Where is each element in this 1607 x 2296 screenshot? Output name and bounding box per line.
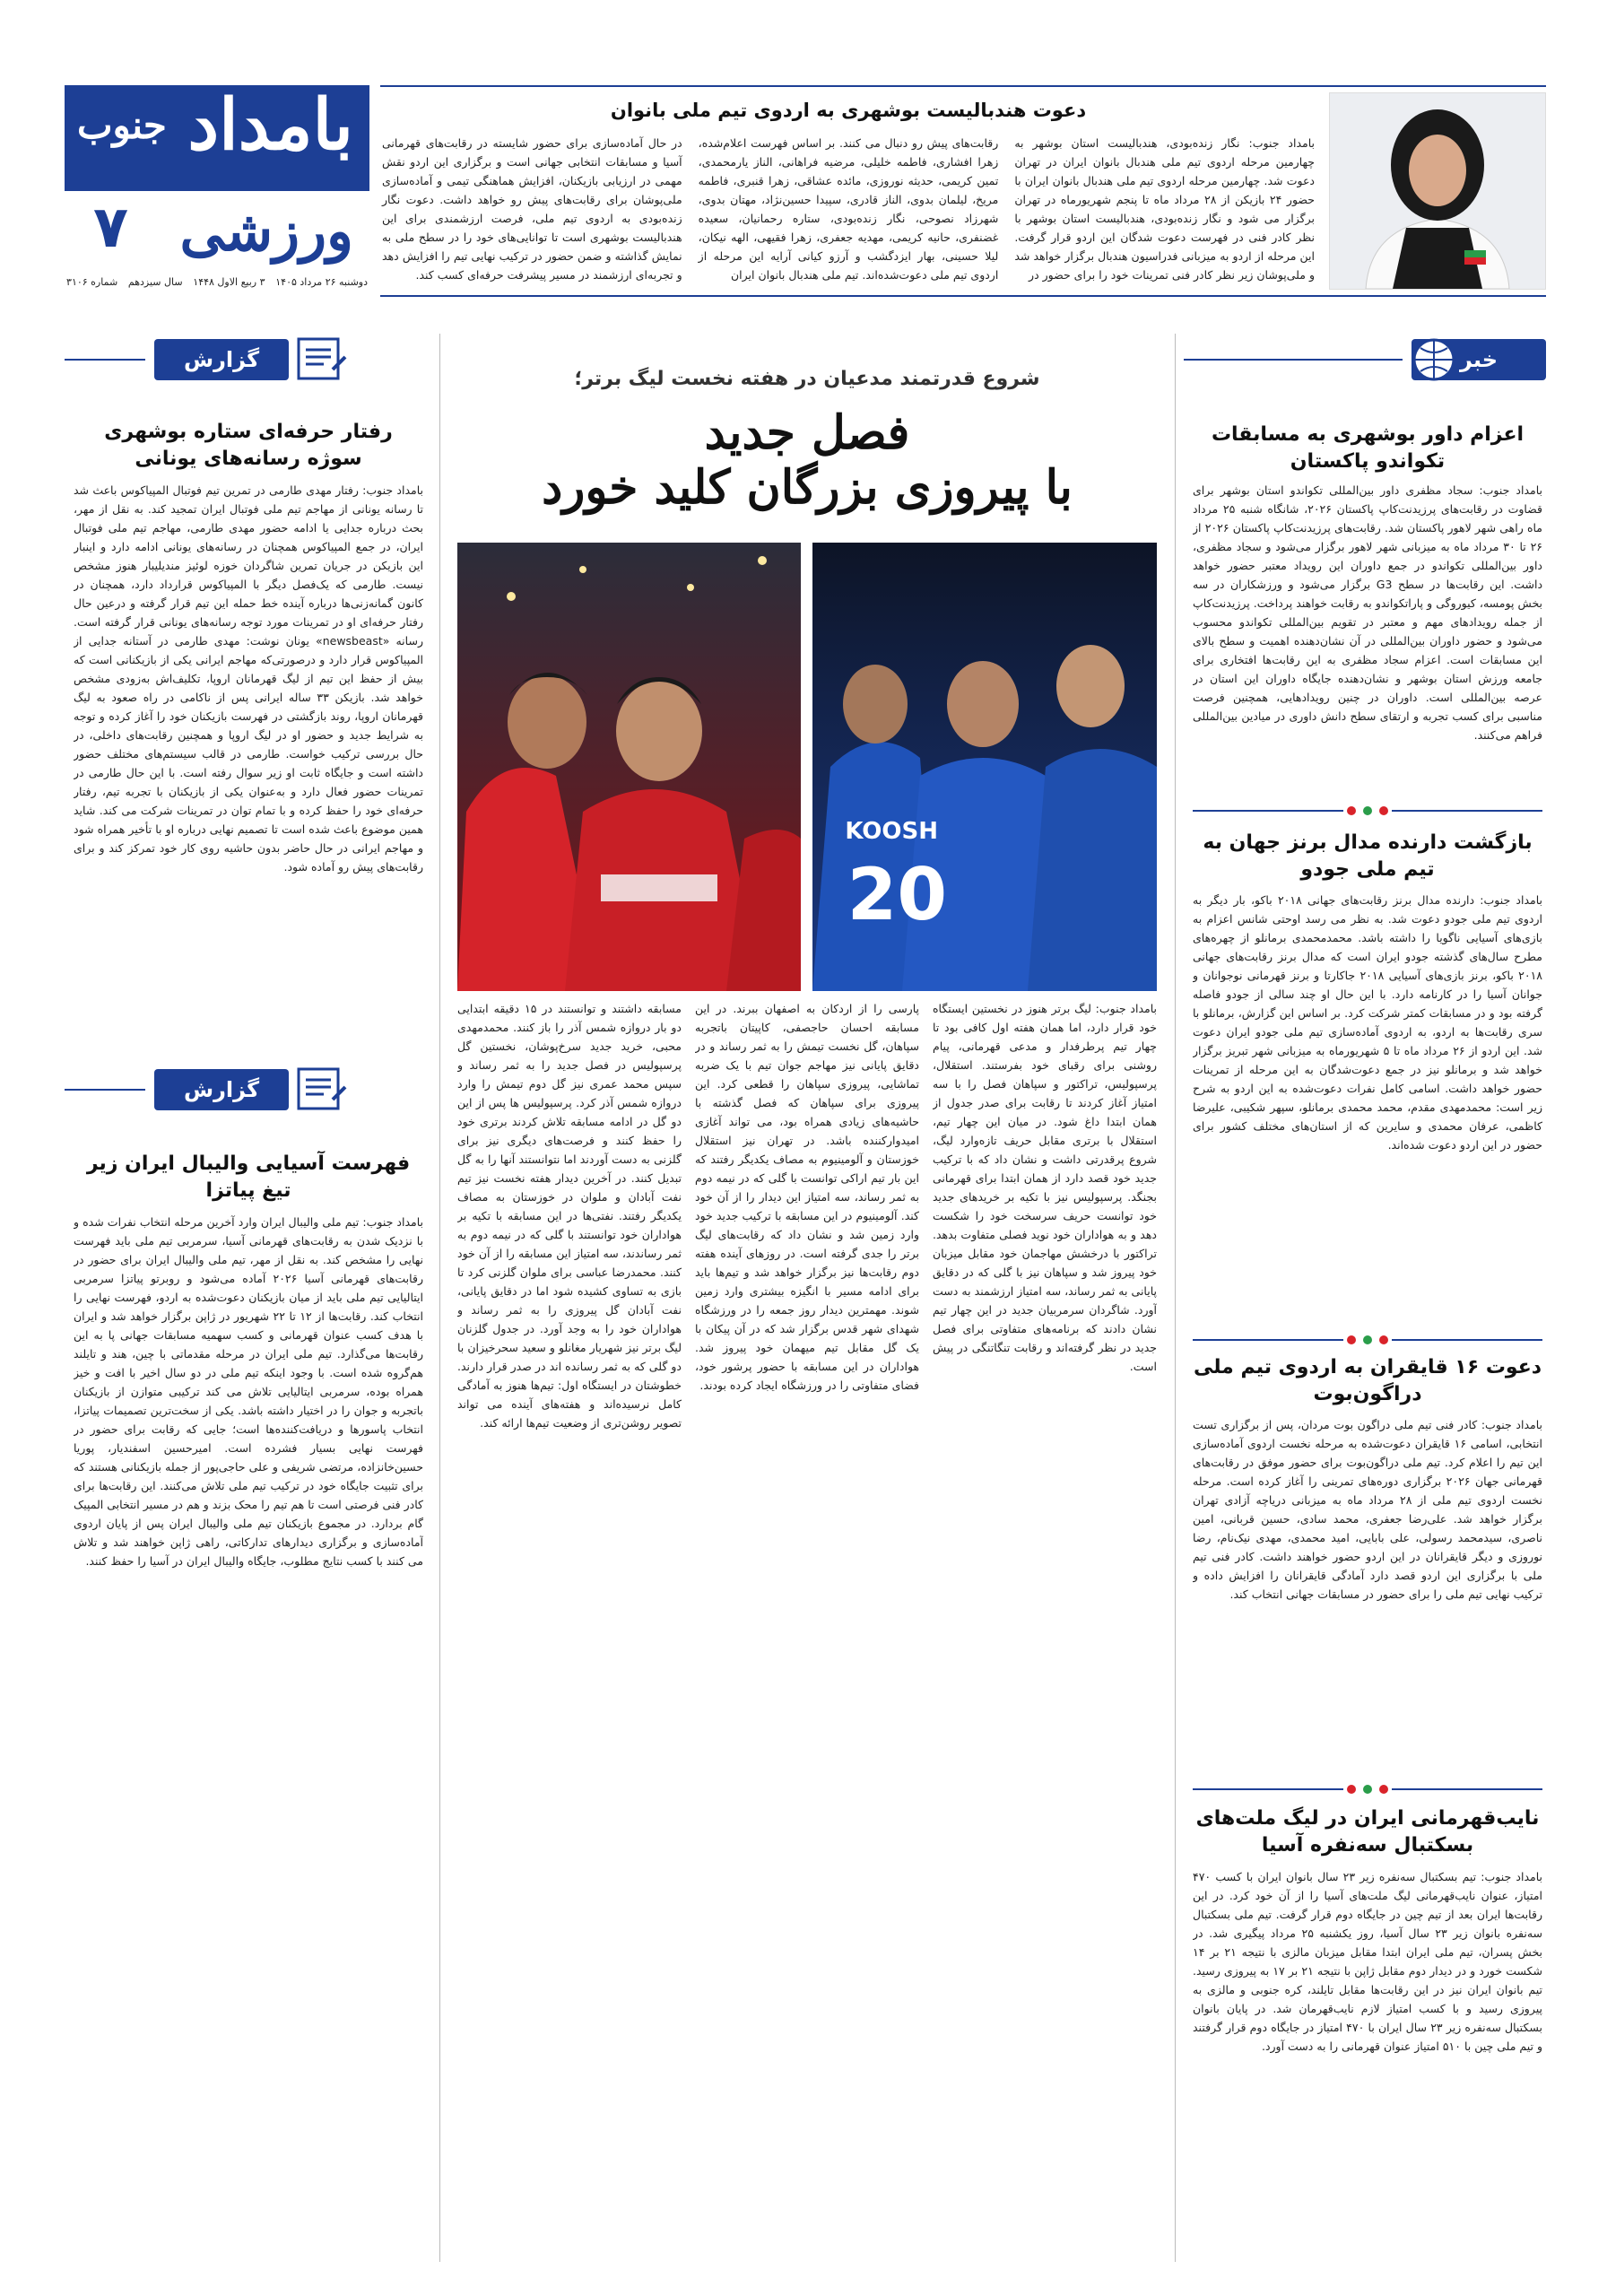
separator-dots — [1193, 804, 1542, 817]
news-tag-label: خبر — [1459, 347, 1498, 372]
headline-line: فصل جدید — [704, 405, 910, 460]
esteghlal-players-photo — [812, 543, 1157, 991]
masthead-brand-block — [65, 85, 369, 191]
main-headline — [457, 405, 1157, 516]
header-rule — [65, 1089, 145, 1091]
story-title: نایب‌قهرمانی ایران در لیگ ملت‌های بسکتبال سه‌نفره آسیا — [1195, 1807, 1540, 1857]
story-title: رفتار حرفه‌ای ستاره بوشهری سوژه رسانه‌های یونانی — [104, 421, 393, 470]
report-tag-label: گزارش — [183, 1077, 260, 1102]
top-story-paragraph: رقابت‌های پیش رو دنبال می کنند. بر اساس فهرست اعلام‌شده، زهرا افشاری، فاطمه خلیلی، مرضیه فراهانی، الناز یارمحمدی، تمین کریمی، حدیثه نوروزی، مائده عشاقی، زهرا قنبری، فاطمه مریخ، لیلمان بدوی، الناز قادری، سپیدا حسین‌نژاد، مهتان بدوی، شهرزاد نصوحی، نگار زنده‌بودی، ستاره رحمانیان، سعیده غضنفری، حانیه کریمی، مهدیه جعفری، زهرا فقیهی، الهه نیکان، لیلا حسینی، بهار ایزدگشب و آرزو کیانی آرایه این مرحله از اردوی تیم ملی دعوت‌شده‌اند. تیم ملی هندبال بانوان ایران — [698, 136, 999, 282]
headline-line: با پیروزی بزرگان کلید خورد — [542, 460, 1073, 516]
story-body: بامداد جنوب: رفتار مهدی طارمی در تمرین تیم فوتبال المپیاکوس باعث شد تا رسانه یونانی از مهاجم تیم ملی فوتبال ایران تمجید کند. به نقل از مهر، بحث درباره جدایی یا ادامه حضور مهدی طارمی، مهاجم تیم ملی فوتبال ایران، در جمع المپیاکوس همچنان در رسانه‌های یونانی ادامه دارد و اینبار این بازیکن در جریان تمرین شاگردان خوزه لوئیز مندیلیبار هنوز مشخص نیست. طارمی که یک‌فصل دیگر با المپیاکوس قرارداد دارد، همچنان در کانون گمانه‌زنی‌ها درباره آینده خط حمله این تیم قرار گرفته و درعین حال رفتار حرفه‌ای او در تمرینات مورد توجه رسانه‌های یونانی قرار گرفته است. رسانه «newsbeast» یونان نوشت: مهدی طارمی در آستانه جدایی از المپیاکوس قرار دارد و درصورتی‌که مهاجم ایرانی یکی از بازیکنانی است که بیش از حفظ این تیم از لیگ قهرمانان اروپا، تکلیف‌اش به‌زودی مشخص خواهد شد. بازیکن ۳۳ ساله ایرانی پس از ناکامی در راه صعود به لیگ قهرمانان اروپا، روند بازگشتی در فهرست بازیکنان خود را آغاز کرده و توجه به شرایط جدید و حضور او در لیگ اروپا و همچنین رقابت‌های داخلی، در حال بررسی ترکیب خواست. طارمی در قالب سیستم‌های مختلف حضور داشته است و جایگاه ثابت او زیر سوال رفته است. با این حال طارمی در تمرینات حضور فعال دارد و به‌عنوان یکی از بازیکنان با تجربه تیم، رفتار حرفه‌ای خود را حفظ کرده و با تمام توان در تمرینات شرکت می کند. شاید همین موضوع باعث شده است تا تصمیم نهایی درباره او با تأخیر همراه شود و مهاجم ایرانی در حال حاضر بدون حاشیه روی کار خود تمرکز کند و برای رقابت‌های پیش رو آماده شود. — [74, 483, 423, 874]
section-name: ورزشی — [179, 198, 353, 264]
story-body: بامداد جنوب: سجاد مظفری داور بین‌المللی تکواندو استان بوشهر برای قضاوت در رقابت‌های پرزیدنت‌کاپ پاکستان ۲۰۲۶، شانگاه شنبه ۲۵ مرداد ماه راهی شهر لاهور پاکستان شد. رقابت‌های پرزیدنت‌کاپ پاکستان ۲۰۲۶ از ۲۶ تا ۳۰ مرداد ماه به میزبانی شهر لاهور برگزار می‌شود و سجاد مظفری، داور بین‌المللی تکواندو در جمع داوران این رویداد معتبر حضور خواهد داشت. این رقابت‌ها در سطح G3 برگزار می‌شود و ورزشکاران در سه بخش پومسه، کیوروگی و پاراتکواندو به رقابت خواهند پرداخت. پرزیدنت‌کاپ از جمله رویدادهای مهم و معتبر در تقویم بین‌المللی تکواندو محسوب می‌شود و حضور داوران بین‌المللی در آن نشان‌دهنده اهمیت و سطح بالای این مسابقات است. اعزام سجاد مظفری به این رقابت‌ها افتخاری برای جامعه ورزش استان بوشهر و نشان‌دهنده جایگاه داوران این استان در عرصه بین‌المللی است. داوران در چنین رویدادهایی، همچنین فرصت مناسبی برای کسب تجربه و ارتقای سطح دانش داوری در میادین بین‌المللی فراهم می‌کنند. — [1193, 483, 1542, 742]
newspaper-icon — [293, 1064, 347, 1114]
story-body: بامداد جنوب: دارنده مدال برنز رقابت‌های جهانی ۲۰۱۸ باکو، بار دیگر به اردوی تیم ملی جودو دعوت شد. به نظر می رسد اوحتی شانس اعزام به بازی‌های آسیایی ناگویا را داشته باشد. محمدمحمدی برمانلو از چهره‌های مطرح سال‌های گذشته جودو ایران است که مدال برنز رقابت‌های جهانی ۲۰۱۸ باکو، برنز بازی‌های آسیایی ۲۰۱۸ جاکارتا و برنز قهرمانی نوجوانان و جوانان آسیا را در کارنامه دارد. با این حال او چند سالی از جودو فاصله گرفته بود و در مسابقات کمتر شرکت کرد. بر اساس این گزارش، برمانلو با سری رقابت‌ها به اردو، به اردوی آماده‌سازی تیم ملی جودو ایران دعوت شد. این اردو از ۲۶ مرداد ماه تا ۵ شهریورماه به میزبانی شهر تبریز برگزار خواهد شد و برمانلو نیز در جمع دعوت‌شدگان به این مرحله از تمرینات حضور خواهد داشت. اسامی کامل نفرات دعوت‌شده به این اردو به شرح زیر است: محمدمهدی مقدم، محمد محمدی برمانلو، سپهر شکیبی، علیرضا کاظمی، عرفان محمدی و سایرین که از استان‌های مختلف کشور برای حضور در این اردو دعوت شده‌اند. — [1193, 893, 1542, 1152]
story-title: بازگشت دارنده مدال برنز جهان به تیم ملی جودو — [1203, 831, 1533, 881]
issue-number: شماره ۳۱۰۶ — [66, 275, 118, 288]
article-column: بامداد جنوب: لیگ برتر هنوز در نخستین ایستگاه خود قرار دارد، اما همان هفته اول کافی بود تا چهار تیم پرطرفدار و مدعی قهرمانی، پیام روشنی برای رقبای خود بفرستند. استقلال، پرسپولیس، تراکتور و سپاهان فصل را با سه امتیاز آغاز کردند تا رقابت برای صدر جدول از همان ابتدا داغ شود. در میان این چهار تیم، استقلال با برتری مقابل حریف تازه‌وارد لیگ، شروع پرقدرتی داشت و نشان داد که با ترکیب جدید خود قصد دارد از همان ابتدا برای قهرمانی بجنگد. پرسپولیس نیز با تکیه بر خریدهای جدید خود توانست حریف سرسخت خود را شکست دهد و به هواداران خود نوید فصلی متفاوت بدهد. تراکتور با درخشش مهاجمان خود مقابل میزبان خود پیروز شد و سپاهان نیز با گلی که در دقایق پایانی به ثمر رساند، سه امتیاز ارزشمند به دست آورد. شاگردان سرمربیان جدید در این چهار تیم نشان دادند که برنامه‌های متفاوتی برای فصل جدید در نظر گرفته‌اند و رقابت تنگاتنگی در پیش است. — [933, 1002, 1157, 1373]
story-body: بامداد جنوب: تیم ملی والیبال ایران وارد آخرین مرحله انتخاب نفرات شده و با نزدیک شدن به رقابت‌های قهرمانی آسیا، سرمربی تیم ملی باید فهرست نهایی را مشخص کند. به نقل از مهر، تیم ملی والیبال ایران برای حضور در رقابت‌های قهرمانی آسیا ۲۰۲۶ آماده می‌شود و روبرتو پیاتزا سرمربی ایتالیایی تیم ملی باید از میان بازیکنان دعوت‌شده به اردو، فهرست نهایی را انتخاب کند. رقابت‌ها از ۱۲ تا ۲۲ شهریور در ژاپن برگزار خواهد شد و ایران با هدف کسب عنوان قهرمانی و کسب سهمیه مسابقات جهانی پا به این رقابت‌ها می‌گذارد. تیم ملی ایران در مرحله مقدماتی با چین، هند و تایلند هم‌گروه شده است. با وجود اینکه تیم ملی در دو سال اخیر با افت و خیز همراه بوده، سرمربی ایتالیایی تلاش می کند ترکیبی متوازن از بازیکنان باتجربه و جوان را در اختیار داشته باشد. یکی از سخت‌ترین تصمیمات پیاتزا، انتخاب پاسورها و دریافت‌کننده‌ها است؛ جایی که رقابت برای حضور در فهرست نهایی بسیار فشرده است. امیرحسین اسفندیار، پوریا حسین‌خانزاده، مرتضی شریفی و علی حاجی‌پور از جمله بازیکنانی هستند که برای تثبیت جایگاه خود در ترکیب تیم ملی تلاش می‌کنند. این رقابت‌ها برای کادر فنی فرصتی است تا هم تیم را محک بزند و هم در مسیر انتخابی المپیک گام بردارد. در مجموع بازیکنان تیم ملی والیبال ایران پس از پایان اردوی آماده‌سازی و برگزاری دیدارهای تدارکاتی، راهی ژاپن خواهند شد و تلاش می کنند با کسب نتایج مطلوب، جایگاه والیبال ایران در آسیا را حفظ کنند. — [74, 1215, 423, 1568]
news-section-header — [1184, 334, 1546, 386]
report-tag — [154, 339, 289, 380]
issue-year: سال سیزدهم — [127, 275, 183, 288]
top-story — [380, 85, 1546, 297]
masthead — [65, 85, 369, 293]
story-title: دعوت ۱۶ قایقران به اردوی تیم ملی دراگون‌بوت — [1193, 1356, 1542, 1405]
header-rule — [1184, 359, 1403, 361]
section-block — [65, 195, 369, 268]
brand-name: بامداد — [187, 84, 353, 166]
article-column: مسابقه داشتند و توانستند در ۱۵ دقیقه ابتدایی دو بار دروازه شمس آذر را باز کنند. محمدمهدی محبی، خرید جدید سرخ‌پوشان، نخستین گل پرسپولیس در فصل جدید را به ثمر رساند و سپس محمد عمری نیز گل دوم تیمش را وارد دروازه شمس آذر کرد. پرسپولیس ها پس از این دو گل در ادامه مسابقه تلاش کردند برتری خود را حفظ کنند و فرصت‌های دیگری نیز برای گلزنی به دست آوردند اما نتوانستند آنها را به گل تبدیل کنند. در آخرین دیدار هفته نخست نیز تیم نفت آبادان و ملوان در خوزستان به مصاف یکدیگر رفتند. نفتی‌ها در این مسابقه با تکیه بر هواداران خود توانستند با گلی که در نیمه دوم به ثمر رساندند، سه امتیاز این مسابقه را از آن خود کنند. محمدرضا عباسی برای ملوان گلزنی کرد تا بازی به تساوی کشیده شود اما در دقایق پایانی، نفت آبادان گل پیروزی را به ثمر رساند و هواداران خود را به وجد آورد. در جدول گلزنان لیگ برتر نیز شهریار مغانلو و سعید سحرخیزان با دو گلی که به ثمر رسانده اند در صدر قرار دارند. خطوشتان در ایستگاه اول: تیم‌ها هنوز به آمادگی کامل نرسیده‌اند و هفته‌های آینده می تواند تصویر روشن‌تری از وضعیت تیم‌ها ارائه کند. — [457, 1002, 682, 1430]
report-tag — [154, 1069, 289, 1110]
separator-dots — [1193, 1783, 1542, 1796]
article-column: پارسی را از اردکان به اصفهان ببرند. در این مسابقه احسان حاجصفی، کاپیتان باتجربه سپاهان، گل نخست تیمش را به ثمر رساند و در دقایق پایانی نیز مهاجم جوان تیم با یک ضربه تماشایی، پیروزی سپاهان را قطعی کرد. این پیروزی برای سپاهان که فصل گذشته با حاشیه‌های زیادی همراه بود، می تواند آغازی امیدوارکننده باشد. در تهران نیز استقلال خوزستان و آلومینیوم به مصاف یکدیگر رفتند که این بار تیم اراکی توانست با گلی که در نیمه دوم به ثمر رساند، سه امتیاز این دیدار را از آن خود کند. آلومینیوم در این مسابقه با ترکیب جدید خود وارد زمین شد و نشان داد که رقابت‌های لیگ برتر را جدی گرفته است. در روزهای آینده هفته دوم رقابت‌ها نیز برگزار خواهد شد و تیم‌ها باید برای ادامه مسیر با انگیزه بیشتری وارد زمین شوند. مهمترین دیدار روز جمعه را در ورزشگاه شهدای شهر قدس برگزار شد که در آن پیکان با یک گل مقابل تیم میهمان خود پیروز شد. هواداران در این مسابقه با حضور پرشور خود، فضای متفاوتی را در ورزشگاه ایجاد کرده بودند. — [695, 1002, 919, 1392]
issue-info — [65, 270, 369, 293]
top-story-paragraph: در حال آماده‌سازی برای حضور شایسته در رقابت‌های قهرمانی آسیا و مسابقات انتخابی جهانی است و برگزاری این اردو نقش مهمی در ارزیابی بازیکنان، افزایش هماهنگی تیمی و آماده‌سازی ملی‌پوشان برای رقابت‌های پیش رو خواهد داشت. دعوت نگار زنده‌بودی به اردوی تیم ملی، فرصت ارزشمندی برای این هندبالیست بوشهری است تا توانایی‌های خود را در سطح ملی به نمایش گذاشته و ضمن حضور در ترکیب نهایی تیم را افزایش دهد و تجربه‌ای ارزشمند در مسیر پیشرفت حرفه‌ای کسب کند. — [381, 136, 682, 282]
globe-icon — [1412, 337, 1456, 382]
report-section-header — [65, 334, 427, 386]
top-story-paragraph: بامداد جنوب: نگار زنده‌بودی، هندبالیست استان بوشهر به چهارمین مرحله اردوی تیم ملی هندبال بانوان ایران در تهران دعوت شد. چهارمین مرحله اردوی تیم ملی هندبال بانوان ایران با حضور ۲۴ بازیکن از ۲۸ مرداد ماه تا پنجم شهریورماه در تهران برگزار می شود و نگار زنده‌بودی، هندبالیست استان بوشهر با نظر کادر فنی در فهرست دعوت شدگان این اردو قرار گرفت. این مرحله از اردو به میزبانی فدراسیون هندبال برگزار خواهد شد و ملی‌پوشان زیر نظر کادر فنی تمرینات خود را برای حضور در — [1014, 136, 1315, 282]
story-title: اعزام داور بوشهری به مسابقات تکواندو پاکستان — [1211, 423, 1524, 473]
top-story-title: دعوت هندبالیست بوشهری به اردوی تیم ملی بانوان — [610, 100, 1087, 121]
page-number: ۷ — [93, 195, 129, 261]
story-body: بامداد جنوب: تیم بسکتبال سه‌نفره زیر ۲۳ سال بانوان ایران با کسب ۴۷۰ امتیاز، عنوان نایب‌قهرمانی لیگ ملت‌های آسیا را از آن خود کرد. در این رقابت‌ها ایران بعد از تیم چین در جایگاه دوم قرار گرفت. تیم ملی بسکتبال سه‌نفره بانوان زیر ۲۳ سال آسیا، روز یکشنبه ۲۵ مرداد پیگیری شد. در بخش پسران، تیم ملی ایران ابتدا مقابل میزبان مالزی با نتیجه ۲۱ بر ۱۴ شکست خورد و در دیدار دوم مقابل ژاپن با نتیجه ۲۱ بر ۱۷ به پیروزی رسید. تیم بانوان ایران نیز در این رقابت‌ها مقابل تایلند، کره جنوبی و مالزی به پیروزی رسید و با کسب امتیاز لازم نایب‌قهرمان شد. در پایان بانوان بسکتبال سه‌نفره زیر ۲۳ سال ایران با ۴۷۰ امتیاز در جایگاه دوم قرار گرفتند و تیم ملی چین با ۵۱۰ امتیاز عنوان قهرمانی را به دست آورد. — [1193, 1870, 1542, 2053]
report-tag-label: گزارش — [183, 347, 260, 372]
top-story-columns — [382, 134, 1315, 284]
issue-date: دوشنبه ۲۶ مرداد ۱۴۰۵ — [275, 275, 368, 288]
jersey-number: 20 — [847, 853, 947, 936]
column-divider — [439, 334, 440, 2262]
issue-hijri-date: ۳ ربیع الاول ۱۴۴۸ — [193, 275, 265, 288]
brand-sub: جنوب — [77, 103, 167, 147]
story-title: فهرست آسیایی والیبال ایران زیر تیغ پیاتزا — [86, 1152, 411, 1202]
column-divider — [1175, 334, 1176, 2262]
jersey-text-sponsor: KOOSH — [845, 818, 938, 845]
header-rule — [65, 359, 145, 361]
newspaper-icon — [293, 334, 347, 384]
athlete-photo — [1329, 92, 1546, 290]
report-section-header — [65, 1064, 427, 1116]
headline-kicker: شروع قدرتمند مدعیان در هفته نخست لیگ برتر؛ — [574, 368, 1040, 390]
separator-dots — [1193, 1334, 1542, 1346]
story-body: بامداد جنوب: کادر فنی تیم ملی دراگون بوت مردان، پس از برگزاری تست انتخابی، اسامی ۱۶ قایقران دعوت‌شده به مرحله نخست اردوی آماده‌سازی این تیم را اعلام کرد. تیم ملی دراگون‌بوت برای حضور موفق در رقابت‌های قهرمانی جهان ۲۰۲۶ برگزاری دوره‌های تمرینی را آغاز کرده است. مرحله نخست اردوی تیم ملی از ۲۸ مرداد ماه به میزبانی دریاچه آزادی تهران برگزار خواهد شد. علی‌رضا جعفری، محمد سادی، حسین قربانی، امین ناصری، سیدمحمد رسولی، علی بابایی، امید محمدی، مهدی نیک‌نام، رضا نوروزی و دیگر قایقرانان در این اردو حضور خواهند داشت. کادر فنی تیم ملی با برگزاری این اردو قصد دارد آمادگی قایقرانان را افزایش داده و ترکیب نهایی تیم ملی را برای حضور در مسابقات جهانی انتخاب کند. — [1193, 1418, 1542, 1601]
persepolis-players-photo — [457, 543, 801, 991]
